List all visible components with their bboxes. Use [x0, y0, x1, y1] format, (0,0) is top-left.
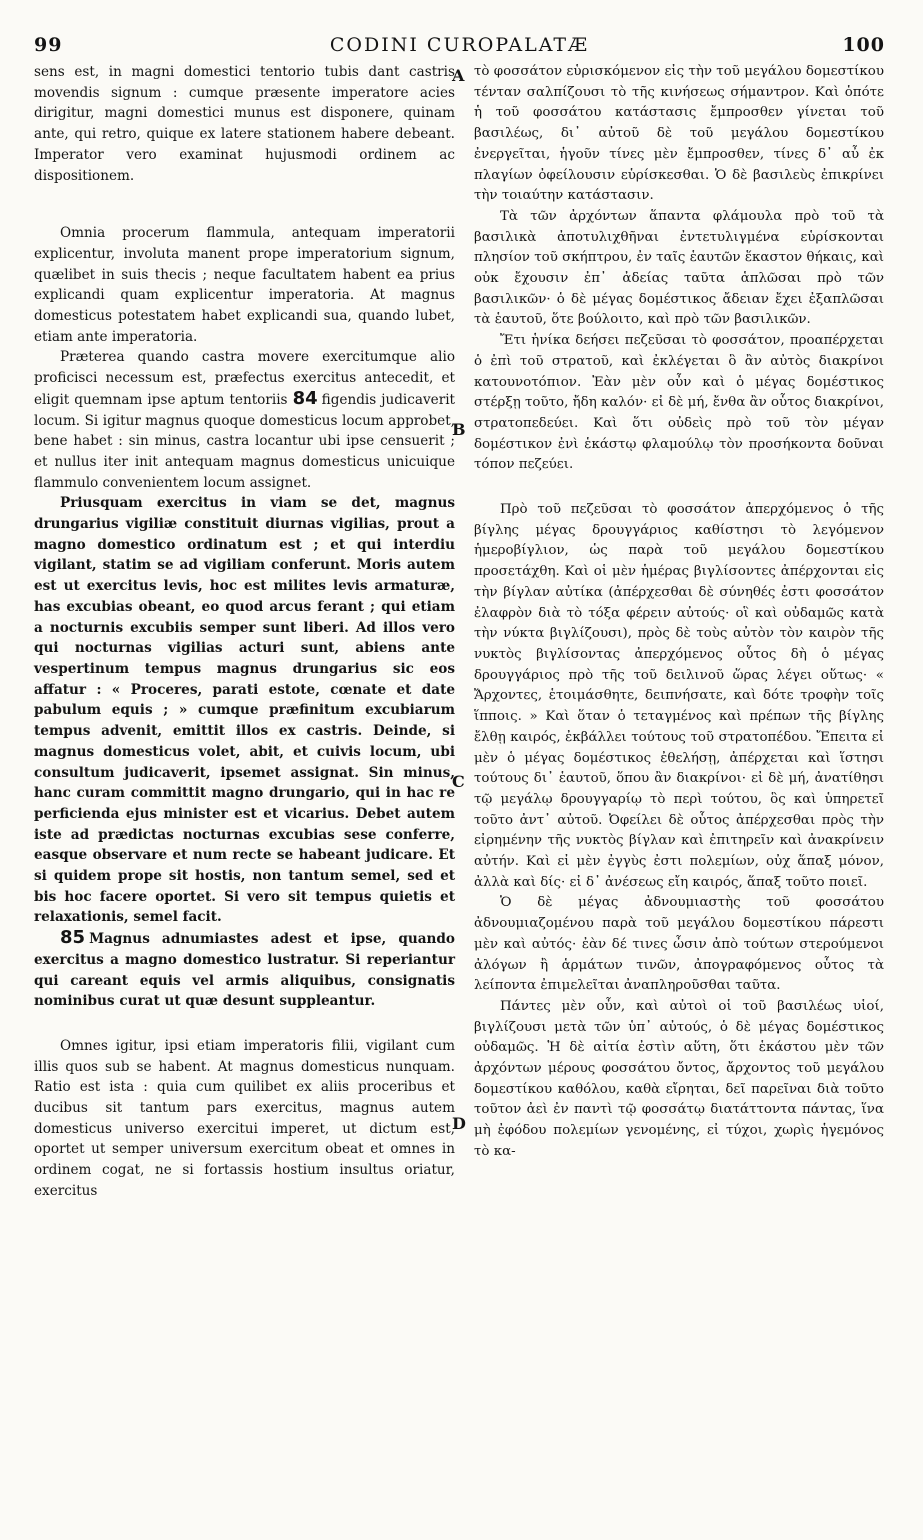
greek-paragraph-2: Τὰ τῶν ἀρχόντων ἅπαντα φλάμουλα πρὸ τοῦ τὰ βασιλικὰ ἀποτυλιχθῆναι ἐντετυλιγμένα εὑρίσκονται πλησίον τοῦ σκήπτρου, ἐν ταῖς ἑαυτῶν ἕκαστον θήκαις, καὶ οὐκ ἔχουσιν ἐπ᾽ ἀδείας ταῦτα ἁπλῶσαι πρὸ τῶν βασιλικῶν· ὁ δὲ μέγας δομέστικος ἄδειαν ἔχει ἐξαπλῶσαι τὰ ἑαυτοῦ, ὅτε βούλοιτο, καὶ πρὸ τῶν βασιλικῶν. [474, 208, 884, 328]
greek-column [474, 62, 884, 1163]
greek-paragraph-3: Ἔτι ἡνίκα δεήσει πεζεῦσαι τὸ φοσσάτον, προαπέρχεται ὁ ἐπὶ τοῦ στρατοῦ, καὶ ἐκλέγεται ὃ ἂν αὐτὸς διακρίνοι κατουνοτόπιον. Ἐὰν μὲν οὖν καὶ ὁ μέγας δομέστικος στέρξῃ τοῦτο, ἤδη καλόν· εἰ δὲ μή, ἔνθα ἂν οὗτος διακρίνοι, στρατοπεδεύει. Καὶ ὅτι οὐδεὶς πρὸ τοῦ τὸν μέγαν δομέστικον ἐνὶ ἑκάστῳ φλαμούλῳ τὸν προσήκοντα δοῦναι τόπον πεζεύει. [474, 333, 884, 473]
latin-paragraph-2: Omnia procerum flammula, antequam imperatorii explicentur, involuta manent prope imperatorium signum, quælibet in suis thecis ; neque facultatem habent ea prius explicandi quam explicentur imperatoria. At magnus domesticus potestatem habet explicandi sua, quando lubet, etiam ante imperatoria. [34, 225, 455, 345]
running-title: CODINI CUROPALATÆ [329, 34, 590, 56]
latin-paragraph-5-text: Magnus adnumiastes adest et ipse, quando exercitus a magno domestico lustratur. Si reperiantur qui careant equis vel armis aliquibus, consignatis nominibus curat ut quæ desunt suppleantur. [34, 931, 455, 1010]
greek-paragraph-5: Ὁ δὲ μέγας ἀδνουμιαστὴς τοῦ φοσσάτου ἀδνουμιαζομένου παρὰ τοῦ μεγάλου δομεστίκου πάρεστι μὲν καὶ αὐτός· ἐὰν δέ τινες ὦσιν ἀπὸ τούτων στερούμενοι ἀλόγων ἢ ἁρμάτων τινῶν, ἀπογραφόμενος οὗτος τὰ λείποντα ἐπιμελεῖται ἀναπληροῦσθαι ταῦτα. [474, 895, 884, 994]
latin-paragraph-3-end: figendis judicaverit locum. Si igitur magnus quoque domesticus locum approbet, bene habet : sin minus, castra locantur ubi ipse censuerit ; et nullus iter init antequam magnus domesticus unicuique flammulo convenientem locum assignet. [34, 391, 456, 491]
page-number-right: 100 [842, 34, 885, 56]
margin-letter-b: B [452, 420, 466, 439]
latin-paragraph-3 [34, 347, 455, 493]
margin-letter-c: C [452, 772, 465, 791]
latin-paragraph-5 [34, 928, 455, 1012]
latin-paragraph-6: Omnes igitur, ipsi etiam imperatoris filii, vigilant cum illis quos sub se habent. At magnus domesticus nunquam. Ratio est ista : quia cum quilibet ex aliis proceribus et ducibus sit tantum pars exercitus, magnus autem domesticus universo exercitui imperet, ut dictum est, oportet ut semper universum exercitum obeat et omnes in ordinem cogat, ne si fortassis hostium insultus oriatur, exercitus [34, 1037, 455, 1199]
page-number-left: 99 [34, 34, 63, 56]
section-number-85: 85 [60, 927, 86, 949]
latin-paragraph-4: Priusquam exercitus in viam se det, magnus drungarius vigiliæ constituit diurnas vigilias, prout a magno domestico ordinatum est ; et qui interdiu vigilant, statim se ad vigiliam conferunt. Moris autem est ut exercitus levis, hoc est milites levis armaturæ, has excubias obeant, eo quod arcus ferant ; qui etiam a nocturnis excubiis semper sunt liberi. Ad illos vero qui nocturnas vigilias acturi sunt, abiens ante vespertinum tempus magnus drungarius sic eos affatur : « Proceres, parati estote, cœnate et date pabulum equis ; » cumque præfinitum excubiarum tempus advenit, emittit illos ex castris. Deinde, si magnus domesticus volet, abit, et cuivis locum, ubi consultum judicaverit, ipsemet assignat. Sin minus, hanc curam committit magno drungario, qui in hac re perficienda ejus minister est et vicarius. Debet autem iste ad prædictas nocturnas excubias sese conferre, easque observare et num recte se habeant judicare. Et si quidem prope sit hostis, non tantum semel, sed et bis hoc facere oportet. Si vero sit tempus quietis et relaxationis, semel facit. [34, 495, 455, 926]
margin-letter-d: D [452, 1114, 466, 1133]
greek-paragraph-6: Πάντες μὲν οὖν, καὶ αὐτοὶ οἱ τοῦ βασιλέως υἱοί, βιγλίζουσι μετὰ τῶν ὑπ᾽ αὐτούς, ὁ δὲ μέγας δομέστικος οὐδαμῶς. Ἡ δὲ αἰτία ἐστὶν αὕτη, ὅτι ἑκάστου μὲν τῶν ἀρχόντων μέρους φοσσάτου ὄντος, ἄρχοντος τοῦ μεγάλου δομεστίκου καθόλου, καθὰ εἴρηται, δεῖ παρεῖναι διὰ τοῦτο τοῦτον ἀεὶ ἐν παντὶ τῷ φοσσάτῳ διατάττοντα πάντας, ἵνα μὴ ἐφόδου πολεμίων γενομένης, εἰ τύχοι, χωρὶς ἡγεμόνος τὸ κα- [474, 998, 884, 1159]
margin-letter-a: A [452, 66, 465, 85]
greek-paragraph-1: τὸ φοσσάτον εὑρισκόμενον εἰς τὴν τοῦ μεγάλου δομεστίκου τένταν σαλπίζουσι τὸ τῆς κινήσεως σήμαντρον. Καὶ ὁπότε ἡ τοῦ φοσσάτου κατάστασις ἔμπροσθεν γίνεται τοῦ βασιλέως, δι᾽ αὐτοῦ δὲ τοῦ μεγάλου δομεστίκου ἐνεργεῖται, ἡγοῦν τίνες μὲν ἔμπροσθεν, τίνες δ᾽ αὖ ἐκ πλαγίων ὀφείλουσιν εὑρίσκεσθαι. Ὁ δὲ βασιλεὺς ἐπικρίνει τὴν τοιαύτην κατάστασιν. [474, 64, 884, 204]
latin-paragraph-1: sens est, in magni domestici tentorio tubis dant castris movendis signum : cumque præsente imperatore acies dirigitur, magni domestici munus est disponere, quinam ante, qui retro, quique ex latere stationem habere debeant. Imperator vero examinat hujusmodi ordinem ac dispositionem. [34, 64, 455, 184]
greek-paragraph-4: Πρὸ τοῦ πεζεῦσαι τὸ φοσσάτον ἀπερχόμενος ὁ τῆς βίγλης μέγας δρουγγάριος καθίστησι τὸ λεγόμενον ἡμεροβίγλιον, ὡς παρὰ τοῦ μεγάλου δομεστίκου προσετάχθη. Καὶ οἱ μὲν ἡμέρας βιγλίσοντες ἀπέρχονται εἰς τὴν βίγλαν αὐτίκα (ἀπέρχεσθαι δὲ σύνηθές ἐστι φοσσάτον ἐλαφρὸν διὰ τὸ τόξα φέρειν αὐτούς· οἳ καὶ οὐδαμῶς κατὰ τὴν νύκτα βιγλίζουσι), πρὸς δὲ τοὺς αὐτὸν τὸν καιρὸν τῆς νυκτὸς βιγλίσοντας ἀπερχόμενος οὗτος δὴ ὁ μέγας δρουγγάριος πρὸ τῆς τοῦ δειλινοῦ ὥρας λέγει οὕτως· « Ἄρχοντες, ἑτοιμάσθητε, δειπνήσατε, καὶ δότε τροφὴν τοῖς ἵπποις. » Καὶ ὅταν ὁ τεταγμένος καὶ πρέπων τῆς βίγλης ἔλθῃ καιρός, ἐκβάλλει τούτους τοῦ στρατοπέδου. Ἔπειτα εἰ μὲν ὁ μέγας δομέστικος ἐθελήσῃ, ἀπέρχεται καὶ ἵστησι τούτους δι᾽ ἑαυτοῦ, ὅπου ἂν διακρίνοι· εἰ δὲ μή, ἀνατίθησι τῷ μεγάλῳ δρουγγαρίῳ τὸ περὶ τούτου, ὃς καὶ ὑπηρετεῖ τοῦτο ἀντ᾽ αὐτοῦ. Ὀφείλει δὲ οὗτος ἀπέρχεσθαι πρὸς τὴν εἰρημένην τῆς νυκτὸς βίγλαν καὶ ἐπιτηρεῖν καὶ ἀνακρίνειν αὐτήν. Καὶ εἰ μὲν ἐγγὺς ἐστι πολεμίων, οὐχ ἅπαξ μόνον, ἀλλὰ καὶ δίς· εἰ δ᾽ ἀνέσεως εἴη καιρός, ἅπαξ τοῦτο ποιεῖ. [474, 502, 884, 890]
latin-column [34, 62, 455, 1202]
running-header [34, 34, 885, 64]
section-number-84: 84 [292, 387, 318, 409]
latin-paragraph-3-start: Præterea quando castra movere exercitumque alio proficisci necessum est, præfectus exercitus antecedit, et eligit quemnam ipse aptum tentoriis [34, 349, 455, 408]
